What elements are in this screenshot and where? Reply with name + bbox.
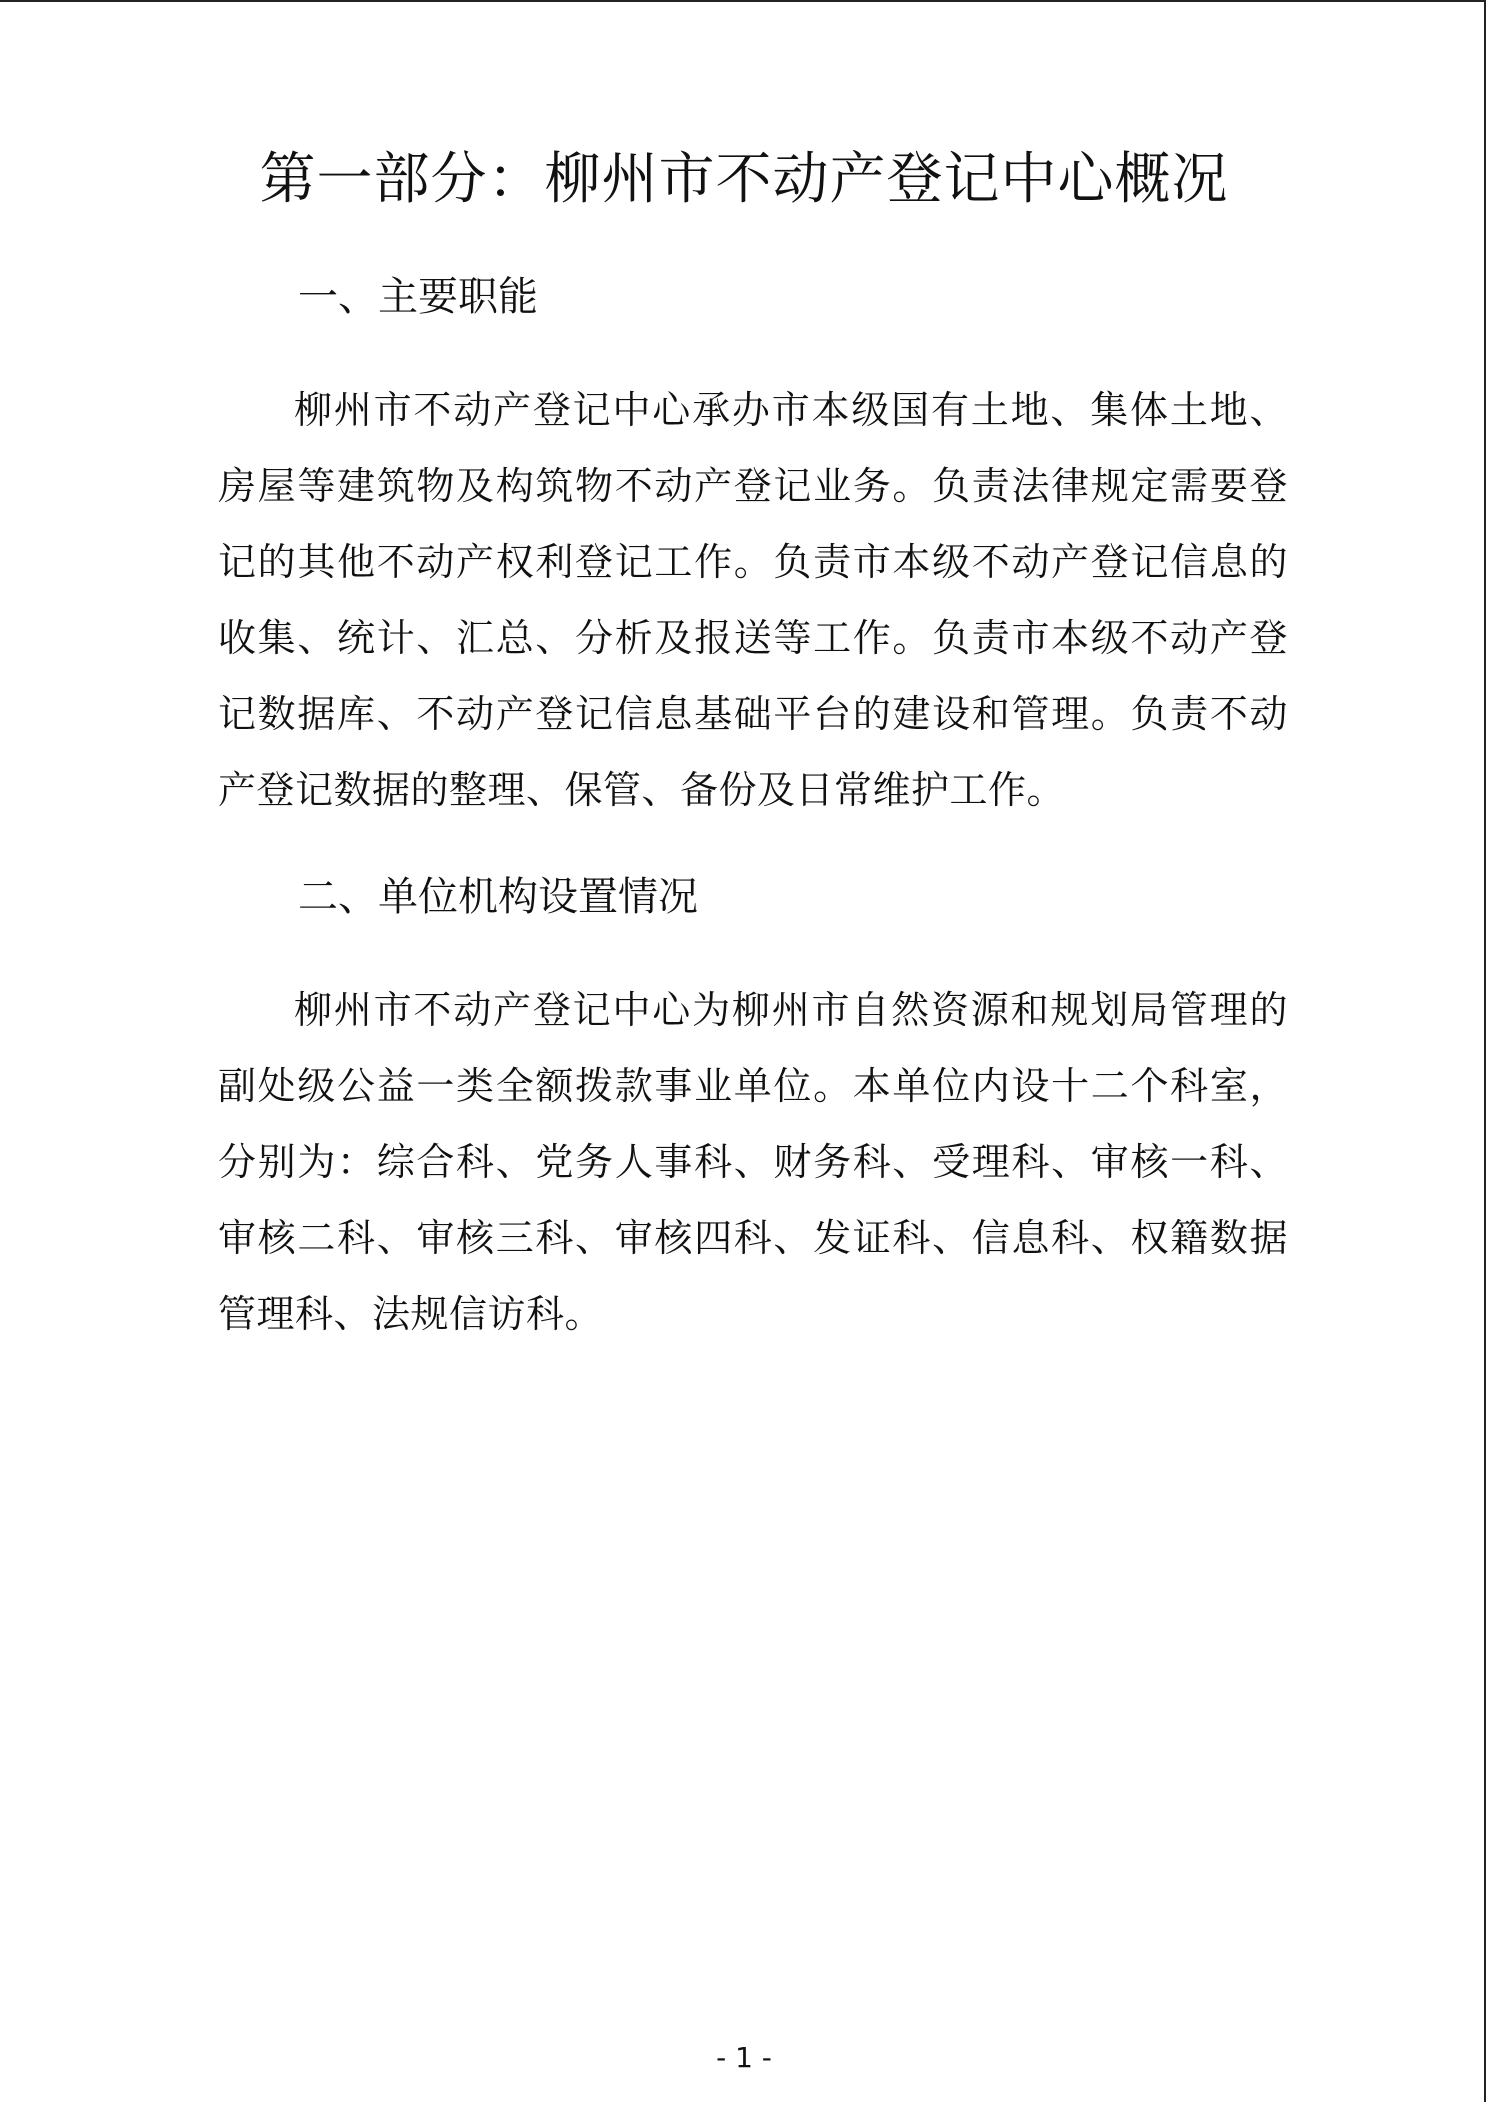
page-title: 第一部分：柳州市不动产登记中心概况 — [259, 147, 1229, 212]
paragraph-organization: 柳州市不动产登记中心为柳州市自然资源和规划局管理的副处级公益一类全额拨款事业单位。本单位内设十二个科室，分别为：综合科、党务人事科、财务科、受理科、审核一科、审核二科、审核三科、审核四科、发证科、信息科、权籍数据管理科、法规信访科。 — [218, 988, 1288, 1336]
paragraph-main-functions: 柳州市不动产登记中心承办市本级国有土地、集体土地、房屋等建筑物及构筑物不动产登记业务。负责法律规定需要登记的其他不动产权利登记工作。负责市本级不动产登记信息的收集、统计、汇总、分析及报送等工作。负责市本级不动产登记数据库、不动产登记信息基础平台的建设和管理。负责不动产登记数据的整理、保管、备份及日常维护工作。 — [218, 388, 1288, 812]
section-heading-organization: 二、单位机构设置情况 — [298, 874, 698, 920]
section-heading-main-functions: 一、主要职能 — [298, 274, 538, 320]
page-number: - 1 - — [716, 2041, 772, 2074]
